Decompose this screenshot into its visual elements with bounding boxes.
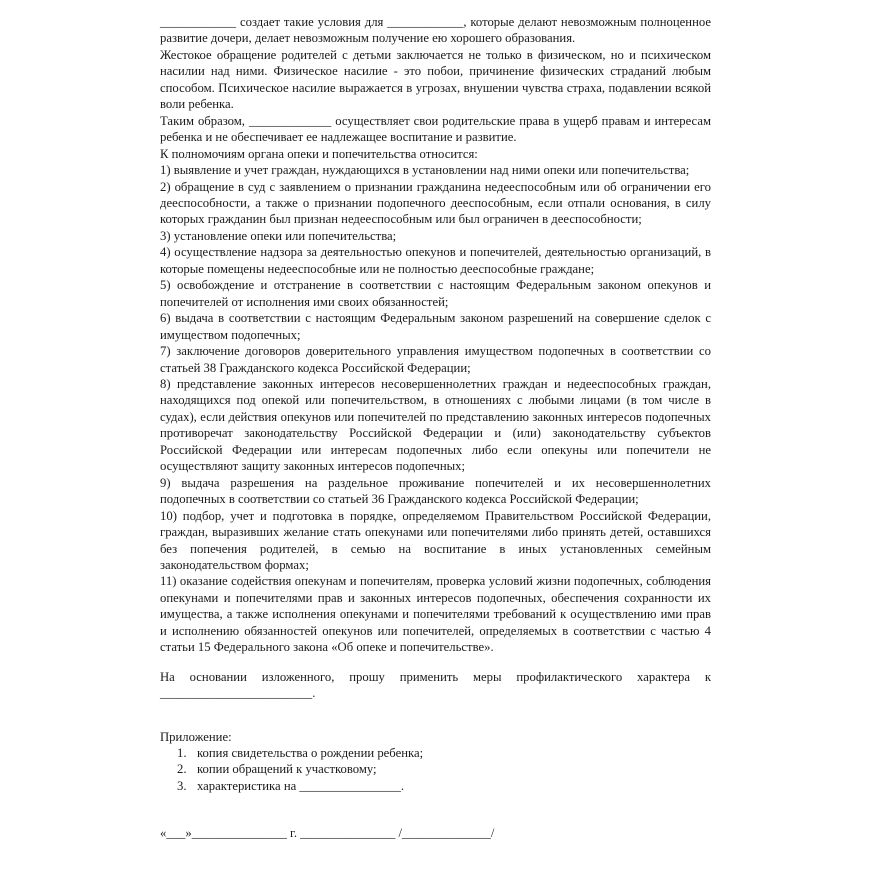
paragraph: Таким образом, _____________ осуществляет свои родительские права в ущерб правам и интересам ребенка и не обеспечивает ее надлежащее воспитание и развитие. — [160, 113, 711, 145]
document-body — [160, 14, 711, 794]
paragraph: К полномочиям органа опеки и попечительства относится: — [160, 146, 478, 161]
appendix-item-text: копии обращений к участковому; — [197, 762, 377, 777]
appendix-item-number: 2. — [177, 762, 187, 777]
list-item: 4) осуществление надзора за деятельностью опекунов и попечителей, деятельностью организаций, в которые помещены недееспособные или не полностью дееспособные граждане; — [160, 245, 711, 276]
list-item: 2) обращение в суд с заявлением о признании гражданина недееспособным или об ограничении его дееспособности, а также о признании подопечного дееспособным, если отпали основания, в силу которых гражданин был признан недееспособным или был ограничен в дееспособности; — [160, 179, 711, 227]
list-item: 6) выдача в соответствии с настоящим Федеральным законом разрешений на совершение сделок с имуществом подопечных; — [160, 311, 711, 342]
appendix-item — [177, 761, 711, 777]
paragraph: ____________ создает такие условия для ____________, которые делают невозможным полноценное развитие дочери, делает невозможным получение ею хорошего образования. — [160, 15, 711, 46]
appendix-item-text: характеристика на ________________. — [197, 778, 405, 793]
list-item: 9) выдача разрешения на раздельное проживание попечителей и их несовершеннолетних подопечных в соответствии со статьей 36 Гражданского кодекса Российской Федерации; — [160, 475, 711, 507]
appendix-list — [160, 745, 711, 794]
appendix-item — [177, 778, 711, 794]
appendix-item-number: 3. — [177, 778, 187, 793]
list-item: 10) подбор, учет и подготовка в порядке, определяемом Правительством Российской Федерации, граждан, выразивших желание стать опекунами или попечителями либо принять детей, оставшихся без попечения родителей, в семью на воспитание в иных установленных семейным законодательством формах; — [160, 508, 711, 572]
appendix-item — [177, 745, 711, 761]
list-item: 1) выявление и учет граждан, нуждающихся в установлении над ними опеки или попечительства; — [160, 163, 690, 178]
list-item: 8) представление законных интересов несовершеннолетних граждан и недееспособных граждан, находящихся под опекой или попечительством, в отношениях с любыми лицами (в том числе в судах), если действия опекунов или попечителей по представлению законных интересов подопечных противоречат законодательству Российской Федерации и (или) законодательству субъектов Российской Федерации или интересам подопечных либо если опекуны или попечители не осуществляют защиту законных интересов подопечных; — [160, 376, 711, 474]
list-item: 11) оказание содействия опекунам и попечителям, проверка условий жизни подопечных, соблюдения опекунами и попечителями прав и законных интересов подопечных, обеспечения сохранности их имущества, а также исполнения опекунами и попечителями требований к осуществлению ими прав и исполнению обязанностей опекунов или попечителей, определяемых в соответствии с частью 4 статьи 15 Федерального закона «Об опеке и попечительстве». — [160, 574, 711, 655]
appendix-item-text: копия свидетельства о рождении ребенка; — [197, 746, 424, 761]
list-item: 3) установление опеки или попечительства; — [160, 228, 397, 243]
list-item: 5) освобождение и отстранение в соответствии с настоящим Федеральным законом опекунов и попечителей от исполнения ими своих обязанностей; — [160, 278, 711, 309]
appendix-title: Приложение: — [160, 729, 232, 744]
list-item: 7) заключение договоров доверительного управления имуществом подопечных в соответствии со статьей 38 Гражданского кодекса Российской Федерации; — [160, 344, 711, 375]
paragraph: Жестокое обращение родителей с детьми заключается не только в физическом, но и психическом насилии над ними. Физическое насилие - это побои, причинение физических страданий любым способом. Психическое насилие выражается в угрозах, внушении чувства страха, подавлении всякой воли ребенка. — [160, 47, 711, 112]
request-paragraph: На основании изложенного, прошу применить меры профилактического характера к ________________________. — [160, 669, 711, 701]
appendix-item-number: 1. — [177, 746, 187, 761]
date-signature-line: «___»_______________ г. _______________ /______________/ — [160, 826, 495, 840]
